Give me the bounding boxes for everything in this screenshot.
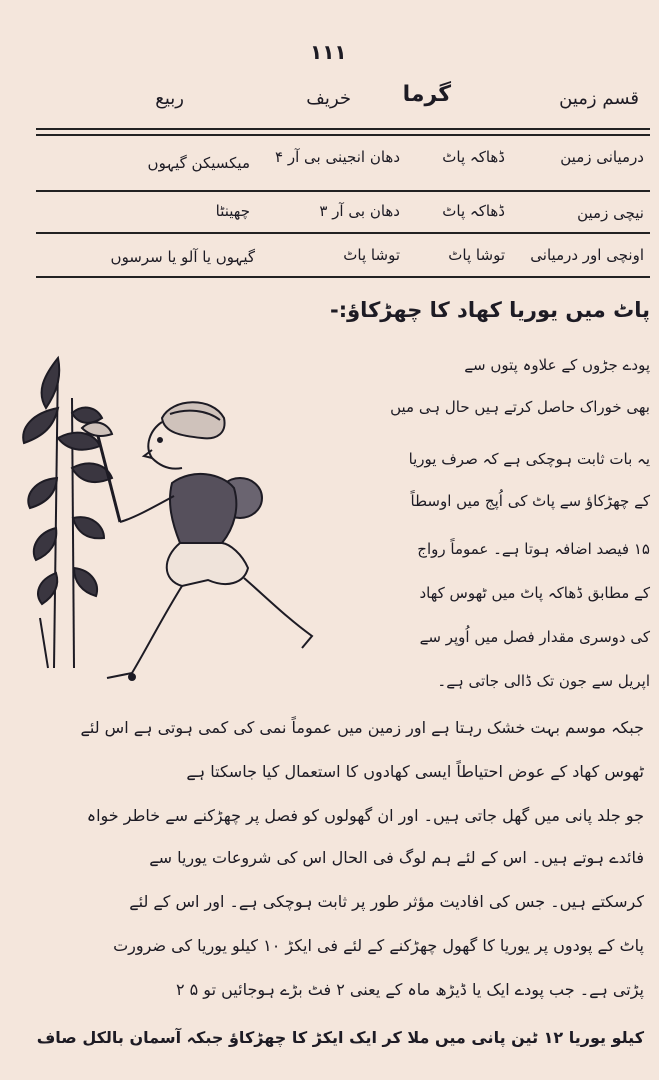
section-title: پاٹ میں یوریا کھاد کا چھڑکاؤ:- bbox=[330, 298, 650, 322]
table-cell: گیہوں یا آلو یا سرسوں bbox=[110, 248, 255, 266]
header-kharif: خریف bbox=[306, 88, 351, 109]
side-text-line: ۱۵ فیصد اضافہ ہوتا ہے۔ عموماً رواج bbox=[417, 540, 650, 558]
side-text-line: بھی خوراک حاصل کرتے ہیں حال ہی میں bbox=[390, 398, 650, 416]
table-cell: توشا پاٹ bbox=[448, 246, 505, 264]
table-cell: اونچی اور درمیانی bbox=[530, 246, 644, 264]
page-number: ۱۱۱ bbox=[310, 40, 347, 64]
header-soil-type: قسم زمین bbox=[559, 88, 639, 109]
table-cell: چھینٹا bbox=[215, 202, 250, 220]
table-cell: نیچی زمین bbox=[577, 204, 644, 222]
table-rule bbox=[36, 276, 650, 278]
table-cell: ڈھاکہ پاٹ bbox=[442, 202, 505, 220]
table-rule bbox=[36, 190, 650, 192]
table-cell: ڈھاکہ پاٹ bbox=[442, 148, 505, 166]
side-text-line: کے چھڑکاؤ سے پاٹ کی اُپج میں اوسطاً bbox=[410, 492, 650, 510]
table-rule bbox=[36, 134, 650, 136]
body-text-line: پڑتی ہے۔ جب پودے ایک یا ڈیڑھ ماہ کے یعنی ۲ فٹ بڑے ہوجائیں تو ۵ ۲ bbox=[175, 980, 644, 999]
body-text-line: ٹھوس کھاد کے عوض احتیاطاً ایسی کھادوں کا استعمال کیا جاسکتا ہے bbox=[186, 762, 644, 781]
body-text-line: پاٹ کے پودوں پر یوریا کا گھول چھڑکنے کے لئے فی ایکڑ ۱۰ کیلو یوریا کی ضرورت bbox=[113, 936, 644, 955]
crop-table bbox=[36, 124, 650, 280]
header-rabi: ربیع bbox=[155, 88, 184, 109]
body-text-line: کرسکتے ہیں۔ جس کی افادیت مؤثر طور پر ثابت ہوچکی ہے۔ اور اس کے لئے bbox=[129, 892, 644, 911]
side-text-line: یہ بات ثابت ہوچکی ہے کہ صرف یوریا bbox=[408, 450, 650, 468]
header-summer: گرما bbox=[402, 82, 451, 107]
body-text-line: جو جلد پانی میں گھل جاتی ہیں۔ اور ان گھولوں کو فصل پر چھڑکنے سے خاطر خواہ bbox=[86, 806, 644, 825]
farmer-illustration bbox=[12, 318, 322, 698]
table-cell: دھان انجینی بی آر ۴ bbox=[275, 148, 400, 166]
side-text-line: کے مطابق ڈھاکہ پاٹ میں ٹھوس کھاد bbox=[419, 584, 650, 602]
body-text-line: کیلو یوریا ۱۲ ٹین پانی میں ملا کر ایک ایکڑ کا چھڑکاؤ جبکہ آسمان بالکل صاف bbox=[36, 1028, 644, 1047]
table-cell: درمیانی زمین bbox=[560, 148, 644, 166]
side-text-line: اپریل سے جون تک ڈالی جاتی ہے۔ bbox=[437, 672, 650, 690]
table-rule bbox=[36, 128, 650, 130]
table-cell: دھان بی آر ۳ bbox=[319, 202, 400, 220]
side-text-line: پودے جڑوں کے علاوہ پتوں سے bbox=[464, 356, 650, 374]
table-cell: توشا پاٹ bbox=[343, 246, 400, 264]
body-text-line: فائدے ہوتے ہیں۔ اس کے لئے ہم لوگ فی الحال اس کی شروعات یوریا سے bbox=[149, 848, 644, 867]
table-rule bbox=[36, 232, 650, 234]
table-cell: میکسیکن گیہوں bbox=[147, 154, 250, 172]
side-text-line: کی دوسری مقدار فصل میں اُوپر سے bbox=[419, 628, 650, 646]
body-text-line: جبکہ موسم بہت خشک رہتا ہے اور زمین میں عموماً نمی کی کمی ہوتی ہے اس لئے bbox=[80, 718, 644, 737]
